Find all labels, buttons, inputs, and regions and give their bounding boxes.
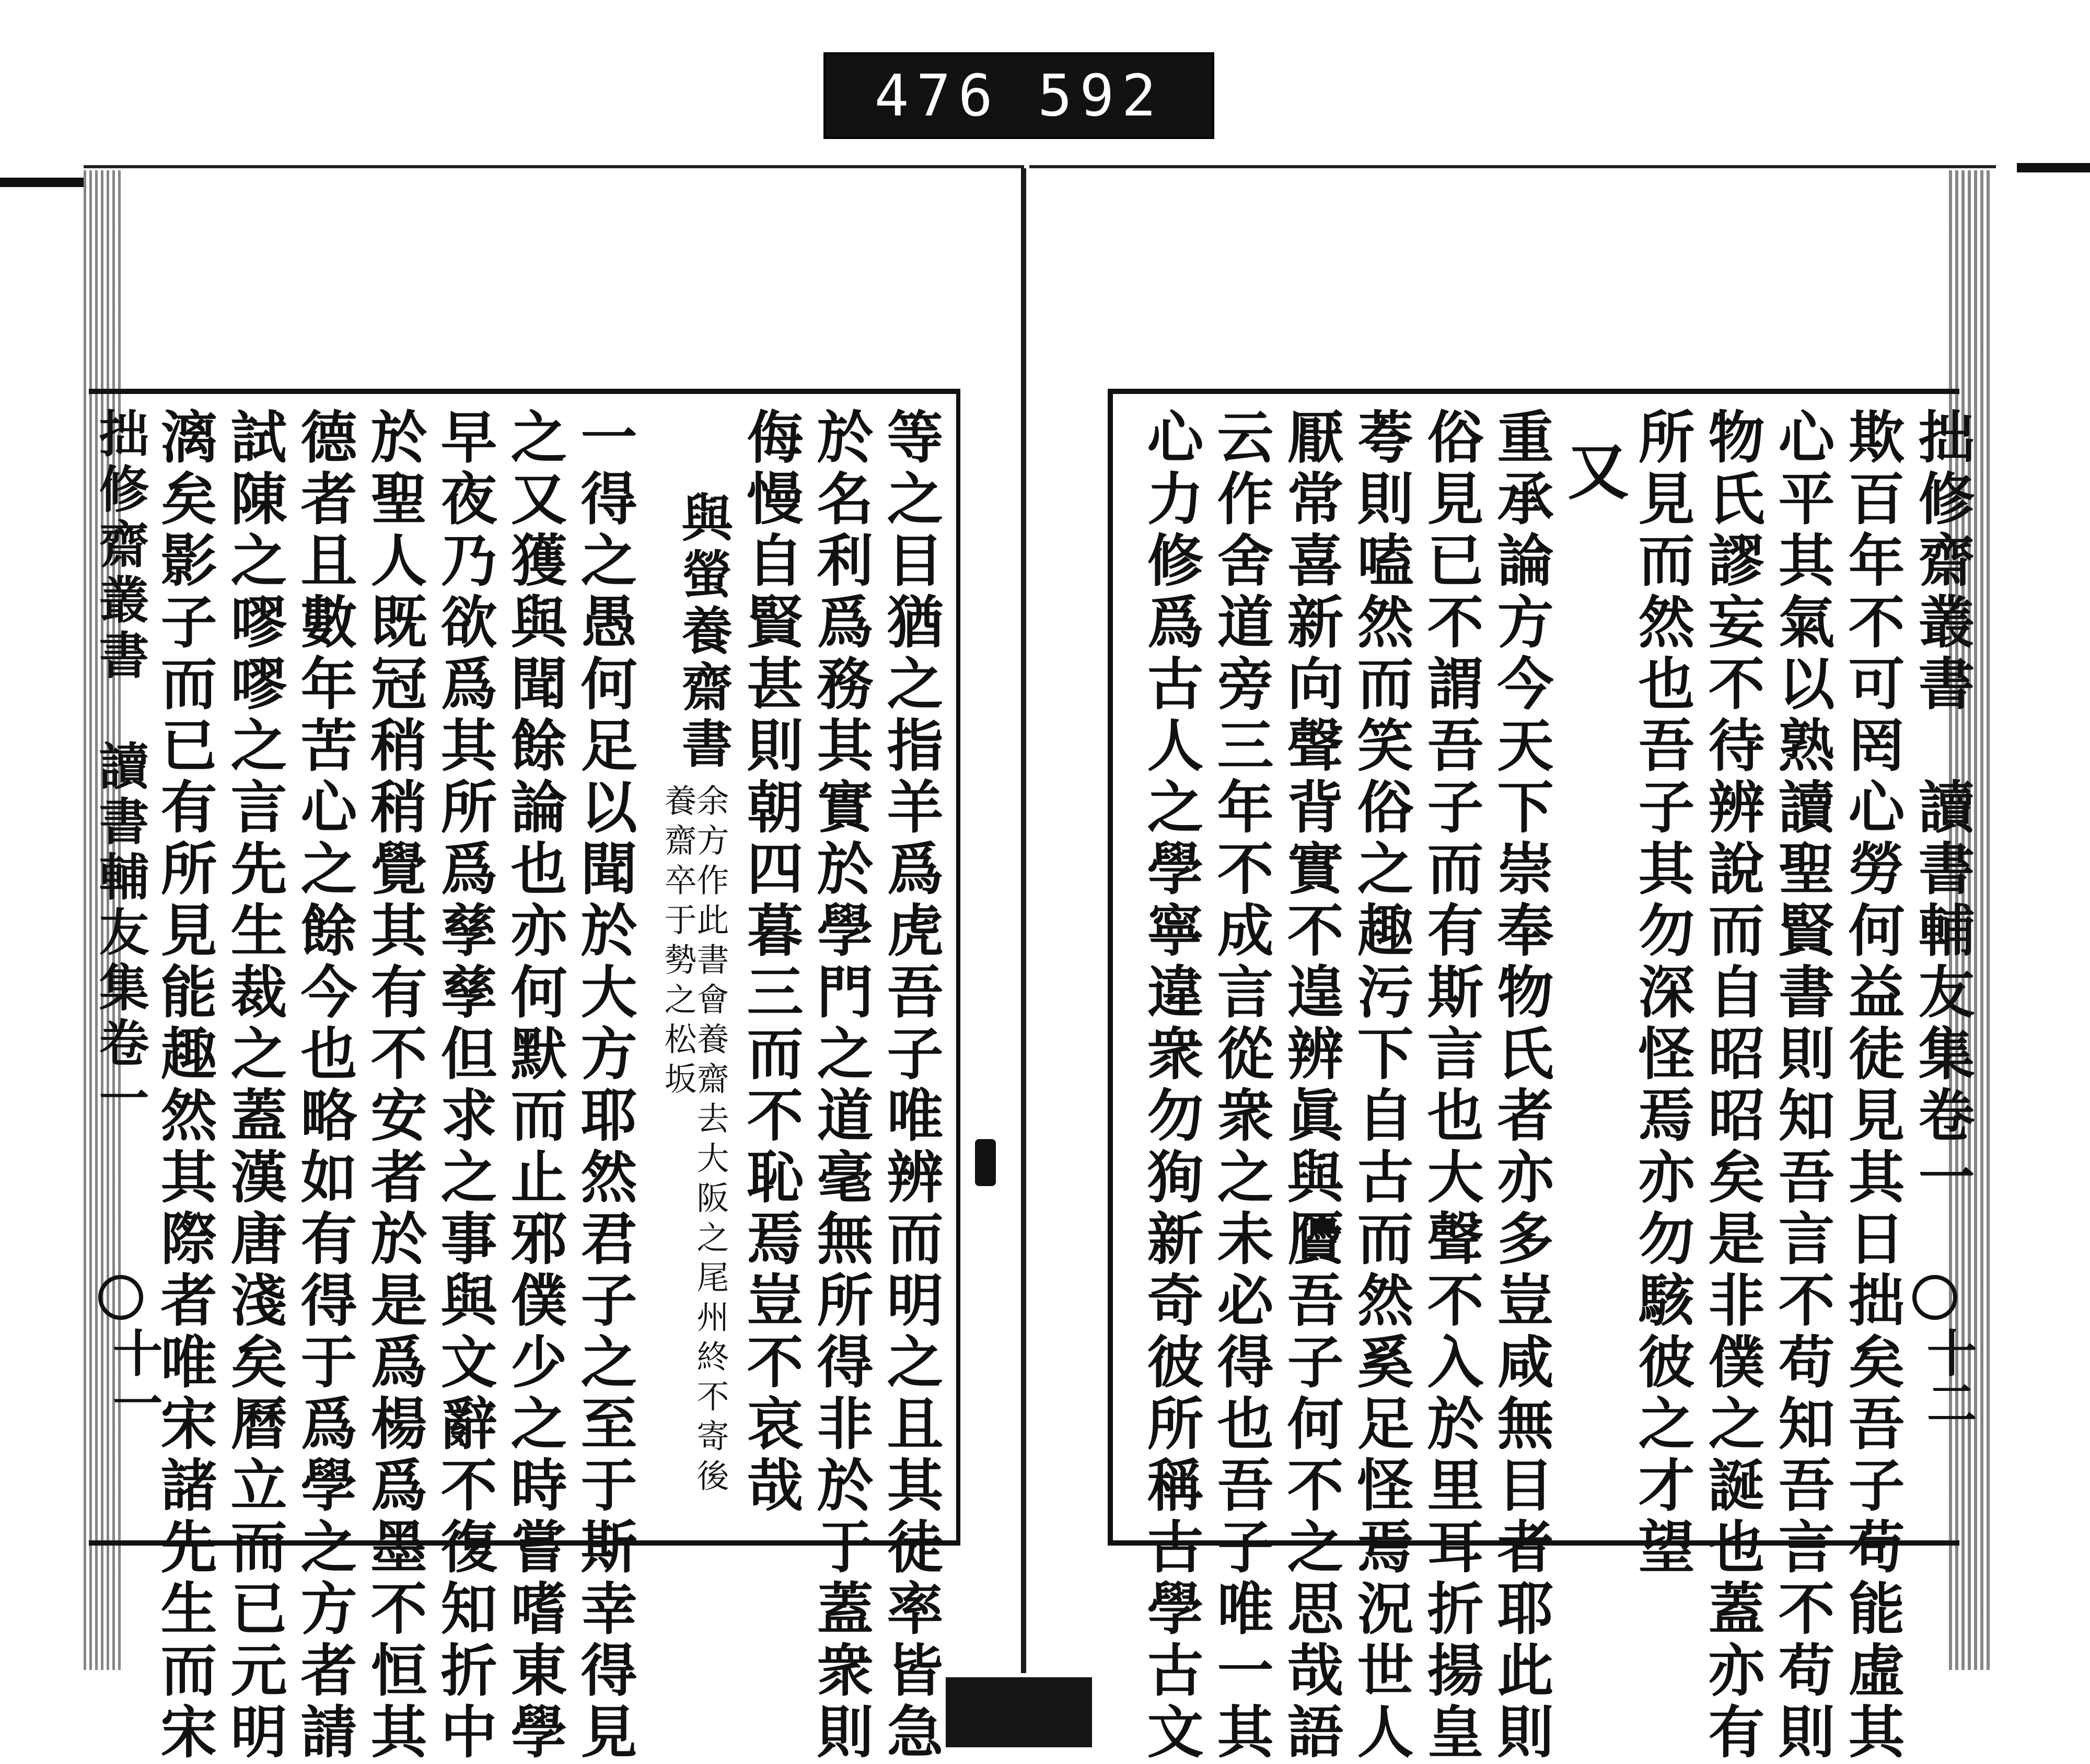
right-col-8: 俗見已不謂吾子而有斯言也大聲不入於里耳折揚皇 [1418, 408, 1483, 1764]
left-col-9: 於聖人既冠稍稍覺其有不安者於是爲楊爲墨不恒其 [361, 408, 427, 1764]
left-col-heading: 與螢養齋書 [673, 491, 733, 773]
right-col-1: 拙修齋叢書 讀書輔友集卷一 [1909, 408, 1975, 1209]
right-col-7: 重承論方今天下崇奉物氏者亦多豈咸無目者耶此則 [1488, 408, 1553, 1764]
ink-blot [975, 1139, 996, 1186]
left-col-1: 等之目猶之指羊爲虎吾子唯辨而明之且其徒率皆急 [877, 408, 943, 1764]
left-col-10: 德者且數年苦心之餘今也略如有得于爲學之方者請 [291, 408, 357, 1764]
right-col-2: 欺百年不可罔心勞何益徒見其日拙矣吾子苟能虛其 [1839, 408, 1905, 1764]
left-col-12: 漓矣影子而已有所見能趣然其際者唯宋諸先生而宋 [151, 408, 217, 1764]
spine-shadow [946, 1677, 1092, 1747]
left-col-8: 早夜乃欲爲其所爲孳孳但求之事與文辭不復知折中 [431, 408, 497, 1764]
right-col-11: 云作舍道旁三年不成言從衆之未必得也吾子唯一其 [1207, 408, 1273, 1764]
right-col-9: 荂則嗑然而笑俗之趣污下自古而然奚足怪焉況世人 [1348, 408, 1413, 1764]
binding-bar-right [2017, 163, 2090, 172]
left-folio-circle [98, 1275, 143, 1320]
right-col-3: 心平其氣以熟讀聖賢書則知吾言不苟知吾言不苟則 [1769, 408, 1834, 1764]
catalog-number-left: 476 [874, 62, 1000, 129]
right-col-12: 心力修爲古人之學寧違衆勿狥新奇彼所稱古學古文 [1137, 408, 1203, 1764]
right-folio: 十二 [1919, 1327, 1978, 1428]
left-col-note: 余方作此書會養齋去大阪之尾州終不寄後養齋卒于勢之松坂 [659, 784, 729, 1499]
catalog-label [823, 52, 1214, 139]
left-col-11: 試陳之嘐嘐之言先生裁之蓋漢唐淺矣曆立而已元明 [221, 408, 287, 1764]
left-col-7: 之又獲與聞餘論也亦何默而止邪僕少之時嘗嗜東學 [501, 408, 567, 1764]
left-col-2: 於名利爲務其實於學門之道毫無所得非於于蓋衆則 [807, 408, 873, 1764]
right-col-4: 物氏謬妄不待辨說而自昭昭矣是非僕之誕也蓋亦有 [1699, 408, 1764, 1764]
catalog-number-right: 592 [1038, 62, 1164, 129]
left-folio: 十一 [104, 1327, 164, 1428]
right-folio-circle [1912, 1275, 1957, 1320]
right-col-10: 厭常喜新向聲背實不遑辨眞與贗吾子何不之思哉語 [1278, 408, 1343, 1764]
book-spine [1021, 168, 1026, 1673]
right-col-5: 所見而然也吾子其勿深怪焉亦勿駭彼之才望 [1629, 408, 1694, 1579]
binding-bar-left [0, 178, 89, 187]
left-col-margin-title: 拙修齋叢書 讀書輔友集卷一 [91, 408, 150, 1128]
left-col-3: 侮慢自賢甚則朝四暮三而不恥焉豈不哀哉 [737, 408, 803, 1517]
left-col-6: 一得之愚何足以聞於大方耶然君子之至于斯幸得見 [571, 408, 637, 1764]
right-col-heading: 又 [1557, 439, 1630, 506]
